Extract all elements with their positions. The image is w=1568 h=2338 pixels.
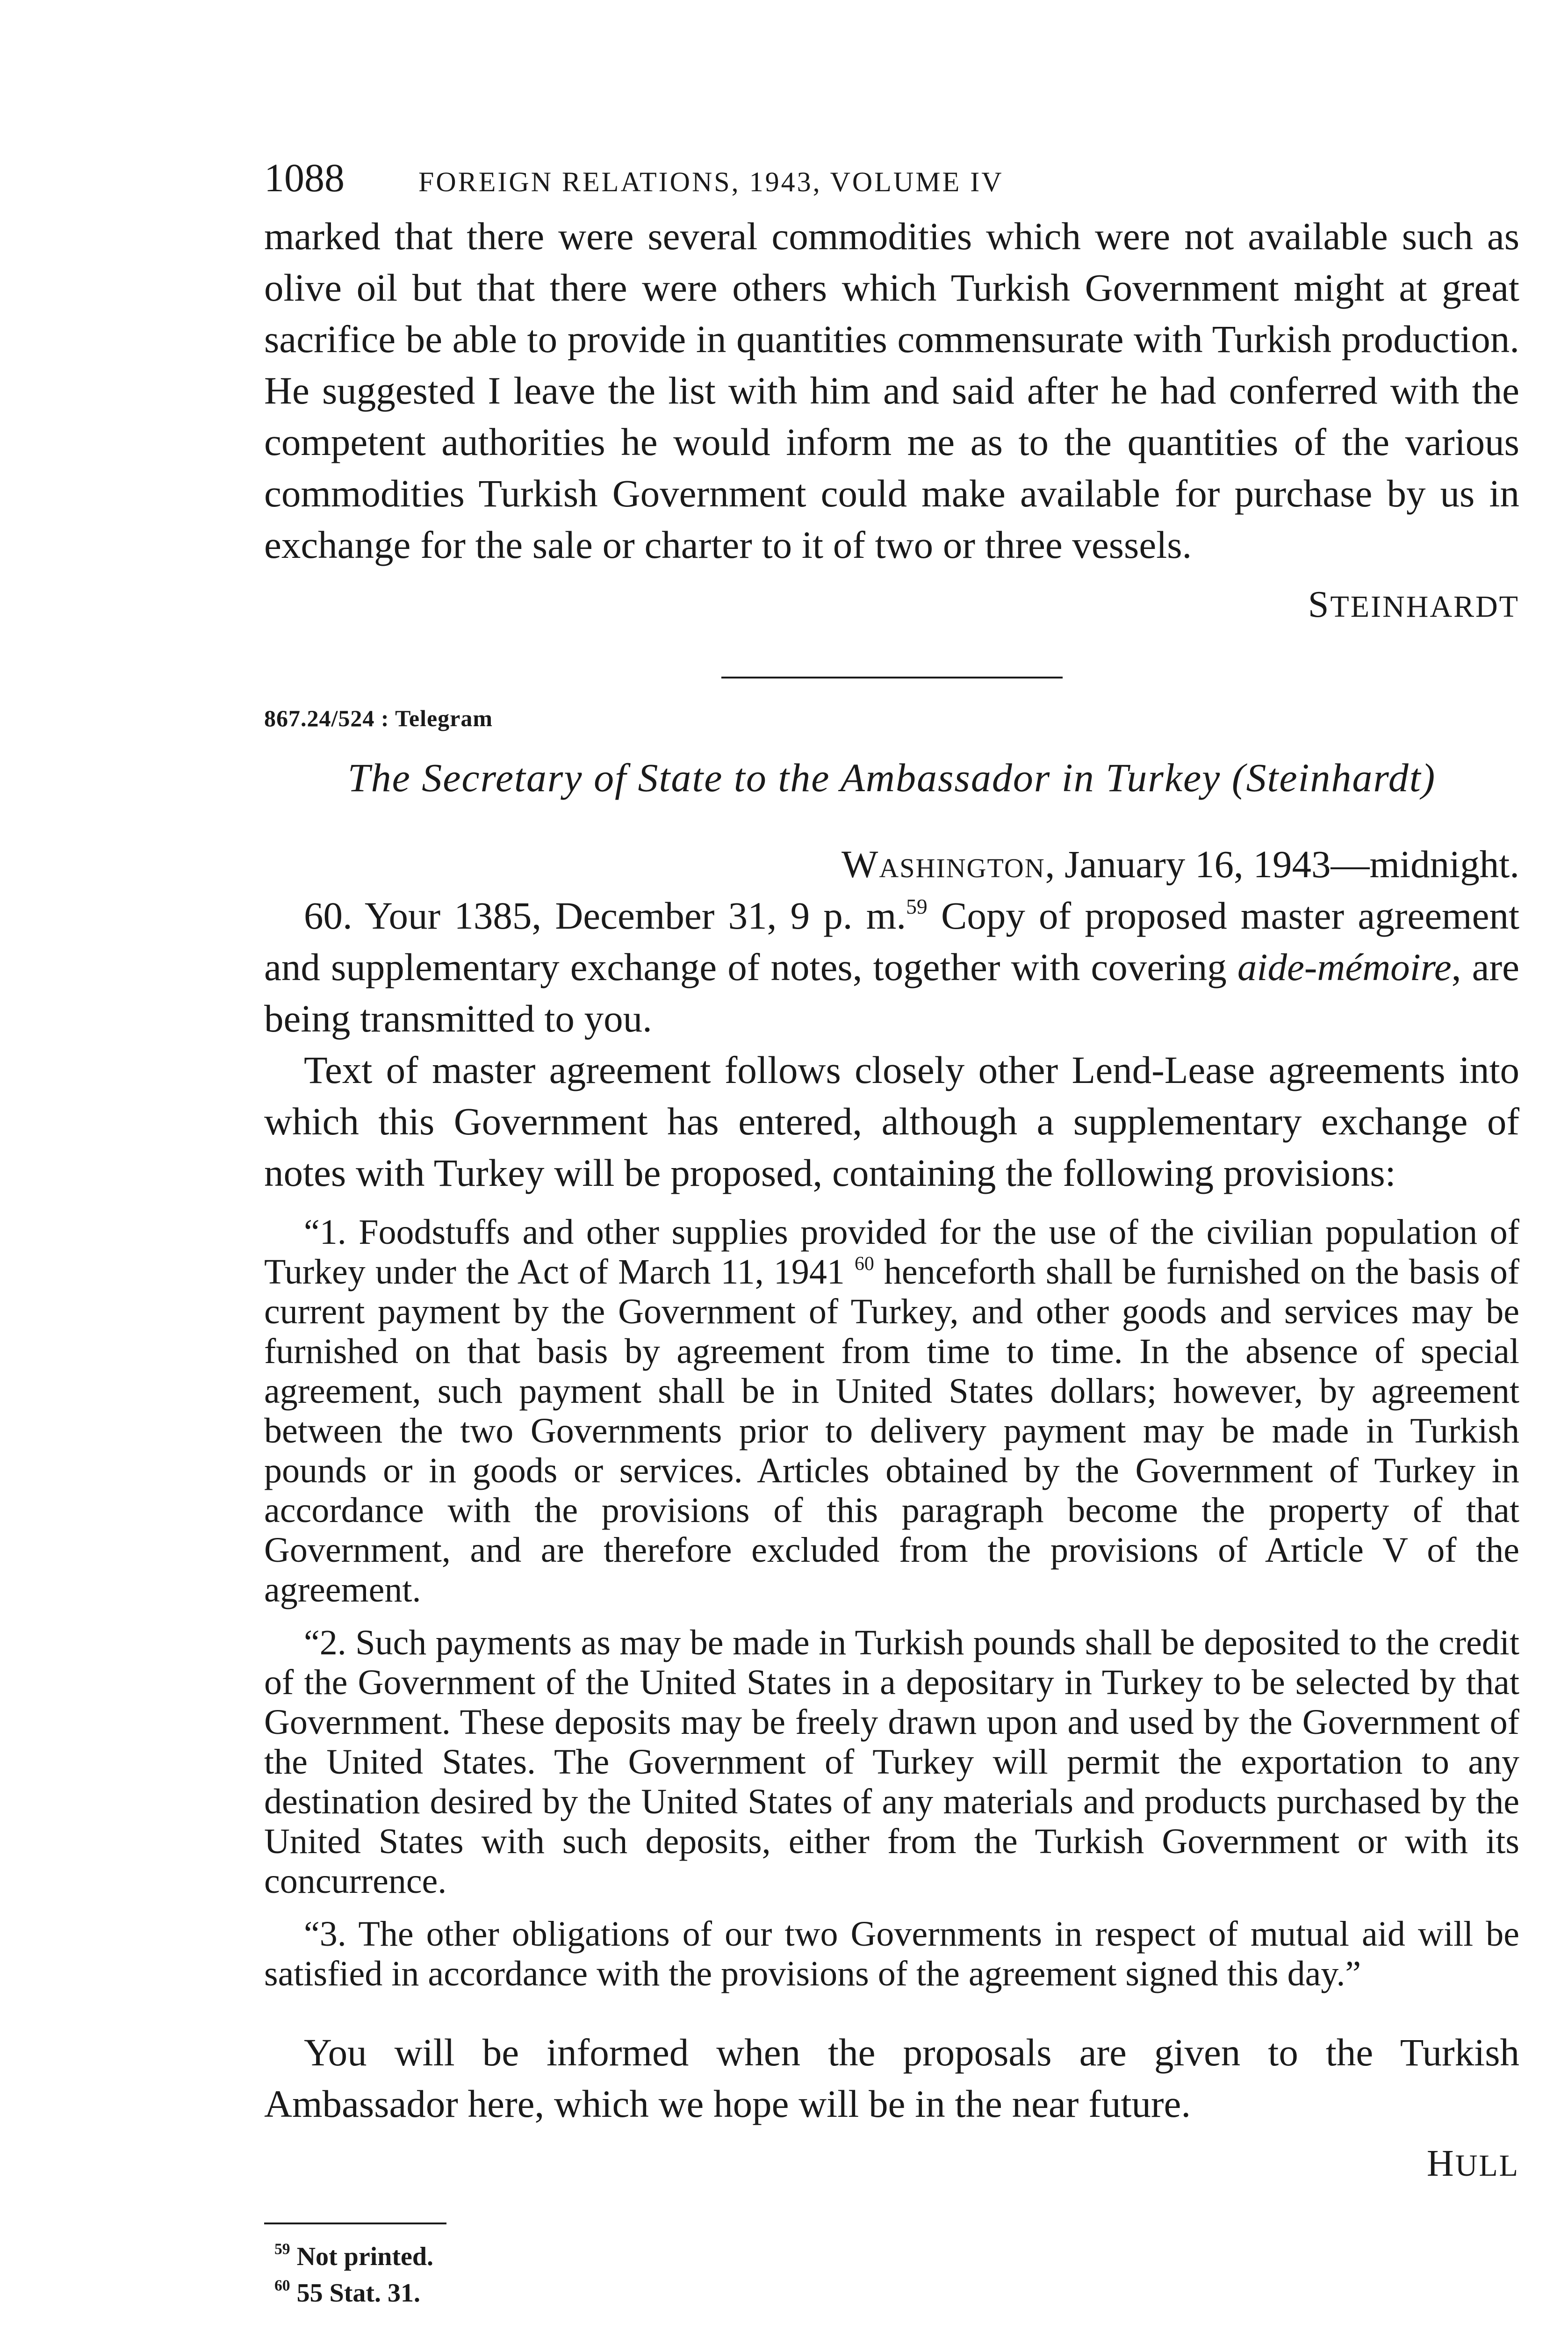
dateline-place: Washington — [842, 843, 1045, 886]
footnote-ref-60: 60 — [854, 1253, 874, 1275]
page-header — [264, 154, 1519, 210]
continuation-paragraph: marked that there were several commodities which were not available such as olive oil but that there were others which Turkish Government might at great sacrifice be able to provide in quantities commensurate with Turkish production. He suggested I leave the list with him and said after he had conferred with the competent authorities he would inform me as to the quantities of the various commodities Turkish Government could make available for purchase by us in exchange for the sale or charter to it of two or three vessels. — [264, 215, 1519, 566]
page-number: 1088 — [264, 155, 345, 200]
footnote-60: $^{60}$ 55 Stat. 31. — [274, 2277, 421, 2308]
footnote-divider — [264, 2223, 446, 2224]
file-number: 867.24/524 : Telegram — [264, 705, 493, 731]
running-head: FOREIGN RELATIONS, 1943, VOLUME IV — [418, 166, 1004, 197]
dateline-date: , January 16, 1943—midnight. — [1045, 843, 1519, 886]
provision-2: “2. Such payments as may be made in Turkish pounds shall be deposited to the credit of the Government of the United States in a depositary in Turkey to be selected by that Government. These deposits may be freely drawn upon and used by the Government of the United States. The Government of Turkey will permit the exportation to any destination desired by the United States of any materials and products purchased by the United States with such deposits, either from the Turkish Government or with its concurrence. — [264, 1623, 1519, 1901]
section-divider — [721, 677, 1063, 678]
dateline — [264, 838, 1519, 890]
quoted-provisions — [264, 1212, 1519, 1994]
provision-3: “3. The other obligations of our two Governments in respect of mutual aid will be satisfied in accordance with the provisions of the agreement signed this day.” — [264, 1914, 1519, 1993]
footnote-59: $^{59}$ Not printed. — [274, 2240, 434, 2271]
signature-steinhardt: STEINHARDT — [1308, 584, 1519, 625]
signature-hull: HULL — [1426, 2143, 1519, 2184]
closing-paragraph: You will be informed when the proposals are given to the Turkish Ambassador here, which we hope will be in the near future. — [264, 2031, 1519, 2125]
provision-1: “1. Foodstuffs and other supplies provided for the use of the civilian population of Turkey under the Act of March 11, 1941 $^{60}$ henceforth shall be furnished on the basis of current payment by the Government of Turkey, and other goods and services may be furnished on that basis by agreement from time to time. In the absence of special agreement, such payment shall be in United States dollars; however, by agreement between the two Governments prior to delivery payment may be made in Turkish pounds or in goods or services. Articles obtained by the Government of Turkey in accordance with the provisions of this paragraph become the property of that Government, and are therefore excluded from the provisions of Article V of the agreement. — [264, 1212, 1519, 1609]
paragraph-1: 60. Your 1385, December 31, 9 p. m.$^{59}$ Copy of proposed master agreement and supplementary exchange of notes, together with covering aide-mémoire, are being transmitted to you. — [264, 894, 1520, 1040]
paragraph-2: Text of master agreement follows closely other Lend-Lease agreements into which this Government has entered, although a supplementary exchange of notes with Turkey will be proposed, containing the following provisions: — [264, 1048, 1519, 1194]
document-page — [264, 154, 1519, 2311]
document-title: The Secretary of State to the Ambassador in Turkey (Steinhardt) — [347, 755, 1436, 800]
footnote-ref-59: 59 — [906, 895, 928, 919]
aide-memoire-term: aide-mémoire — [1237, 945, 1452, 989]
